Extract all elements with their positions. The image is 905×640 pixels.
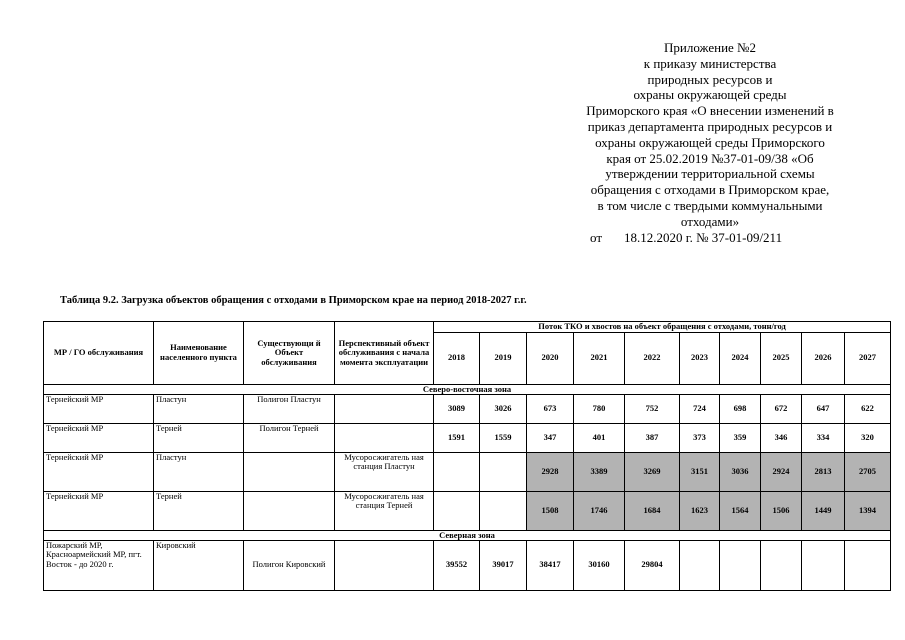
table-row — [44, 423, 891, 452]
header-year: 2024 — [720, 332, 761, 384]
table-row — [44, 540, 891, 590]
header-year: 2027 — [845, 332, 891, 384]
cell-value: 3151 — [680, 452, 720, 491]
cell-value: 780 — [574, 394, 625, 423]
cell-mr: Тернейский МР — [44, 452, 154, 491]
cell-mr: Тернейский МР — [44, 423, 154, 452]
cell-value: 30160 — [574, 540, 625, 590]
cell-value: 2928 — [527, 452, 574, 491]
cell-existing: Полигон Пластун — [244, 394, 335, 423]
header-year: 2026 — [802, 332, 845, 384]
zone-row-north: Северная зона — [44, 530, 891, 540]
appendix-line: Приморского края «О внесении изменений в — [586, 103, 834, 119]
header-year: 2023 — [680, 332, 720, 384]
cell-value: 39017 — [480, 540, 527, 590]
cell-mr: Пожарский МР, Красноармейский МР, пгт. Восток - до 2020 г. — [44, 540, 154, 590]
cell-value: 647 — [802, 394, 845, 423]
appendix-header — [530, 40, 890, 245]
order-date-line — [530, 230, 890, 246]
cell-prospective: Мусоросжигатель ная станция Терней — [335, 491, 434, 530]
cell-value — [720, 540, 761, 590]
cell-value: 39552 — [434, 540, 480, 590]
appendix-line: к приказу министерства — [643, 55, 777, 71]
cell-value: 29804 — [625, 540, 680, 590]
cell-value: 346 — [761, 423, 802, 452]
cell-value: 1746 — [574, 491, 625, 530]
header-year: 2021 — [574, 332, 625, 384]
cell-mr: Тернейский МР — [44, 491, 154, 530]
cell-prospective — [335, 540, 434, 590]
cell-value: 1449 — [802, 491, 845, 530]
cell-value — [845, 540, 891, 590]
appendix-line: охраны окружающей среды Приморского — [595, 134, 825, 150]
cell-settlement: Кировский — [154, 540, 244, 590]
appendix-line: природных ресурсов и — [647, 71, 773, 87]
cell-value: 373 — [680, 423, 720, 452]
header-mr: МР / ГО обслуживания — [44, 322, 154, 385]
cell-value: 1591 — [434, 423, 480, 452]
cell-value: 1684 — [625, 491, 680, 530]
cell-value: 1623 — [680, 491, 720, 530]
header-year: 2020 — [527, 332, 574, 384]
cell-value: 387 — [625, 423, 680, 452]
table-row — [44, 452, 891, 491]
cell-value: 698 — [720, 394, 761, 423]
appendix-line: края от 25.02.2019 №37-01-09/38 «Об — [606, 150, 814, 166]
cell-settlement: Пластун — [154, 394, 244, 423]
cell-value — [480, 452, 527, 491]
date-value: 18.12.2020 г. № 37-01-09/211 — [624, 229, 783, 245]
cell-existing — [244, 491, 335, 530]
cell-value — [434, 452, 480, 491]
cell-existing: Полигон Терней — [244, 423, 335, 452]
cell-value: 3036 — [720, 452, 761, 491]
cell-value: 334 — [802, 423, 845, 452]
header-year: 2025 — [761, 332, 802, 384]
cell-value — [802, 540, 845, 590]
cell-value: 3089 — [434, 394, 480, 423]
cell-value: 672 — [761, 394, 802, 423]
cell-value: 3026 — [480, 394, 527, 423]
cell-value: 724 — [680, 394, 720, 423]
cell-prospective: Мусоросжигатель ная станция Пластун — [335, 452, 434, 491]
cell-settlement: Терней — [154, 491, 244, 530]
header-year: 2022 — [625, 332, 680, 384]
cell-value — [680, 540, 720, 590]
header-flow: Поток ТКО и хвостов на объект обращения с отходами, тонн/год — [434, 322, 891, 333]
cell-value: 2705 — [845, 452, 891, 491]
cell-value: 3269 — [625, 452, 680, 491]
cell-value: 1394 — [845, 491, 891, 530]
cell-value: 320 — [845, 423, 891, 452]
cell-value: 752 — [625, 394, 680, 423]
cell-value: 347 — [527, 423, 574, 452]
table-title: Таблица 9.2. Загрузка объектов обращения с отходами в Приморском крае на период 2018-2027 г.г. — [60, 295, 527, 306]
header-existing-object: Существующи й Объект обслуживания — [244, 322, 335, 385]
appendix-line: охраны окружающей среды — [633, 87, 787, 103]
date-prefix: от — [590, 229, 603, 245]
cell-value: 1559 — [480, 423, 527, 452]
header-year: 2018 — [434, 332, 480, 384]
cell-value — [434, 491, 480, 530]
cell-existing: Полигон Кировский — [244, 540, 335, 590]
cell-value: 1506 — [761, 491, 802, 530]
waste-load-table — [43, 321, 891, 591]
appendix-line: в том числе с твердыми коммунальными — [597, 197, 823, 213]
cell-value: 1564 — [720, 491, 761, 530]
cell-prospective — [335, 423, 434, 452]
cell-value: 38417 — [527, 540, 574, 590]
appendix-line: Приложение №2 — [664, 40, 756, 55]
appendix-line: обращения с отходами в Приморском крае, — [590, 182, 830, 198]
cell-value: 2924 — [761, 452, 802, 491]
cell-value — [761, 540, 802, 590]
table-row — [44, 394, 891, 423]
header-year: 2019 — [480, 332, 527, 384]
cell-value: 622 — [845, 394, 891, 423]
appendix-line: утверждении территориальной схемы — [605, 166, 815, 182]
cell-settlement: Терней — [154, 423, 244, 452]
cell-value: 401 — [574, 423, 625, 452]
cell-value: 2813 — [802, 452, 845, 491]
cell-settlement: Пластун — [154, 452, 244, 491]
header-settlement: Наименование населенного пункта — [154, 322, 244, 385]
cell-value: 1508 — [527, 491, 574, 530]
cell-mr: Тернейский МР — [44, 394, 154, 423]
cell-value: 673 — [527, 394, 574, 423]
table-row — [44, 491, 891, 530]
appendix-line: приказ департамента природных ресурсов и — [587, 118, 833, 134]
appendix-line: отходами» — [680, 213, 740, 229]
cell-value: 3389 — [574, 452, 625, 491]
cell-value — [480, 491, 527, 530]
cell-prospective — [335, 394, 434, 423]
cell-existing — [244, 452, 335, 491]
header-prospective-object: Перспективный объект обслуживания с начала момента эксплуатации — [335, 322, 434, 385]
zone-row-northeast: Северо-восточная зона — [44, 384, 891, 394]
cell-value: 359 — [720, 423, 761, 452]
